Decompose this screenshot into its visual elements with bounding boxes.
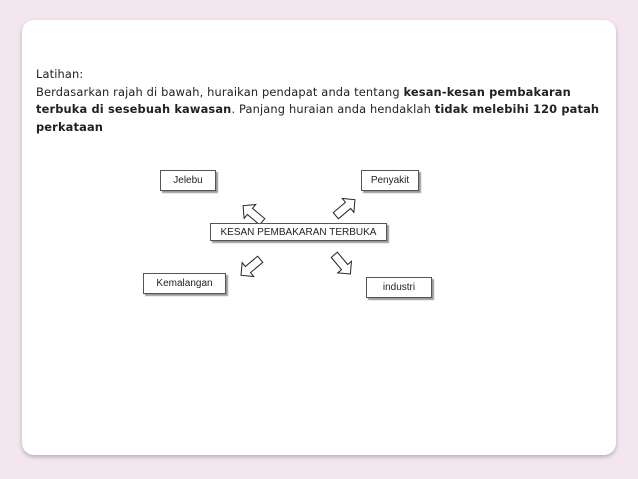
instruction-text-1: Berdasarkan rajah di bawah, huraikan pendapat anda tentang [36,84,404,99]
instruction-bold-topic: kesan-kesan pembakaran terbuka di sesebuah kawasan [36,84,571,116]
box-industri: industri [366,277,432,298]
box-penyakit: Penyakit [361,170,419,191]
arrow-down-right-icon [327,249,357,280]
box-kesan-pembakaran-terbuka: KESAN PEMBAKARAN TERBUKA [210,223,387,241]
exercise-heading: Latihan: [36,67,84,81]
box-jelebu: Jelebu [160,170,216,191]
arrow-down-left-icon [235,252,266,282]
slide-card [22,20,616,455]
instruction-text-2: . Panjang huraian anda hendaklah [231,102,435,116]
box-kemalangan: Kemalangan [143,273,226,294]
arrow-up-right-icon [330,193,361,223]
instruction-bold-limit: tidak melebihi 120 patah perkataan [36,102,600,134]
